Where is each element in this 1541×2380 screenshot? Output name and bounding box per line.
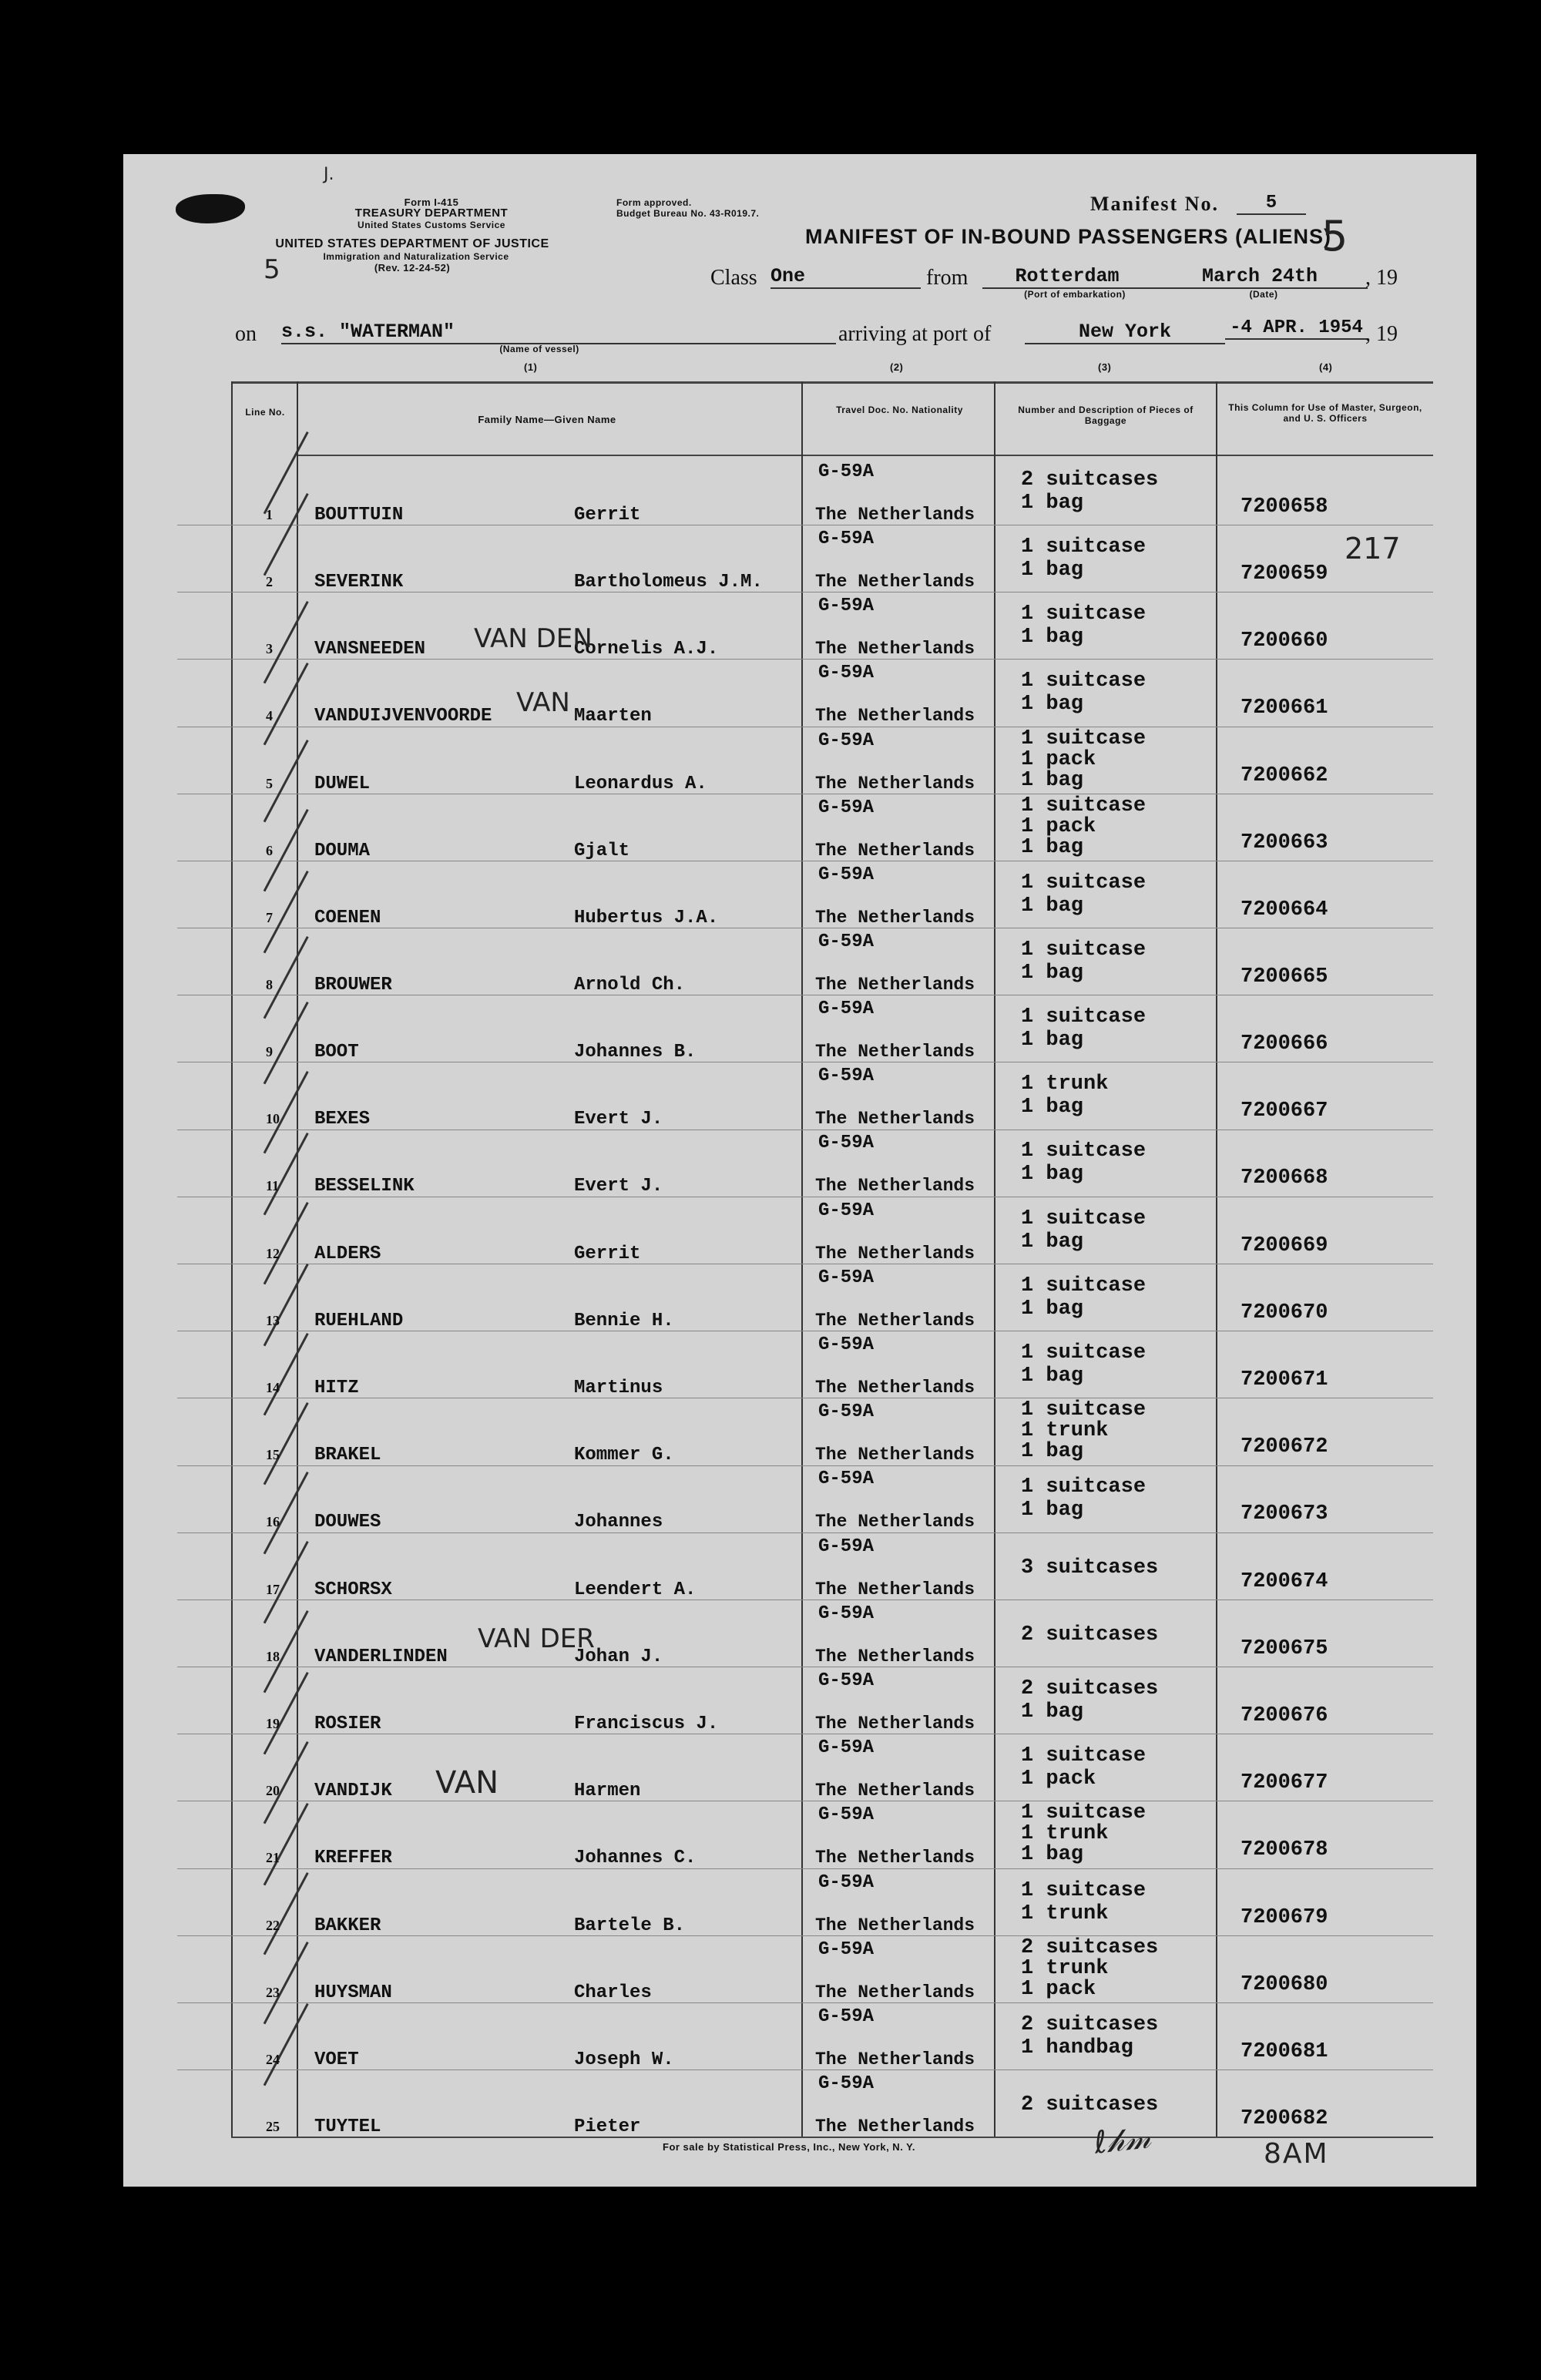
given-name: Maarten (574, 706, 652, 727)
given-name: Evert J. (574, 1109, 663, 1130)
given-name: Martinus (574, 1378, 663, 1398)
baggage-item: 1 suitcase (1021, 1879, 1147, 1902)
travel-doc-number: G-59A (818, 1670, 875, 1691)
baggage-item: 1 bag (1021, 1230, 1084, 1254)
line-number: 9 (266, 1044, 273, 1059)
travel-doc-number: G-59A (818, 1401, 875, 1422)
nationality: The Netherlands (815, 1042, 975, 1062)
given-name: Bennie H. (574, 1311, 674, 1331)
handwritten-correction: 217 (1345, 532, 1401, 566)
given-name: Evert J. (574, 1176, 663, 1197)
travel-doc-number: G-59A (818, 864, 875, 885)
year-suffix: , 19 (1365, 322, 1398, 346)
line-number: 15 (266, 1447, 280, 1462)
revision-date: (Rev. 12-24-52) (374, 262, 451, 274)
travel-doc-number: G-59A (818, 1603, 875, 1624)
given-name: Johannes B. (574, 1042, 697, 1062)
row-separator (177, 2069, 1433, 2070)
travel-doc-number: G-59A (818, 1536, 875, 1557)
baggage-item: 1 suitcase (1021, 1475, 1147, 1499)
baggage-item: 1 bag (1021, 1297, 1084, 1321)
officer-code: 7200675 (1241, 1637, 1328, 1660)
family-name: DUWEL (314, 774, 371, 794)
line-number: 5 (266, 776, 273, 791)
line-number: 1 (266, 507, 273, 522)
travel-doc-number: G-59A (818, 1804, 875, 1825)
line-number: 7 (266, 910, 273, 925)
nationality: The Netherlands (815, 1915, 975, 1935)
travel-doc-number: G-59A (818, 529, 875, 549)
given-name: Johan J. (574, 1647, 663, 1667)
baggage-item: 1 bag (1021, 1365, 1084, 1388)
justice-department: UNITED STATES DEPARTMENT OF JUSTICE (275, 237, 549, 250)
immigration-service: Immigration and Naturalization Service (323, 251, 509, 262)
baggage-item: 1 suitcase (1021, 1398, 1147, 1422)
family-name: BAKKER (314, 1915, 381, 1936)
customs-service: United States Customs Service (358, 220, 505, 230)
from-label: from (926, 266, 969, 290)
vessel-name: s.s. "WATERMAN" (281, 321, 836, 344)
family-name: SEVERINK (314, 572, 404, 592)
family-name: DOUWES (314, 1512, 381, 1532)
class-value: One (770, 265, 921, 289)
officer-code: 7200666 (1241, 1032, 1328, 1056)
given-name: Franciscus J. (574, 1714, 719, 1734)
line-number: 20 (266, 1783, 280, 1798)
line-number: 25 (266, 2119, 280, 2134)
family-name: VOET (314, 2049, 359, 2070)
officer-code: 7200676 (1241, 1704, 1328, 1727)
line-number: 16 (266, 1514, 280, 1529)
line-number: 14 (266, 1380, 280, 1395)
treasury-department: TREASURY DEPARTMENT (354, 206, 509, 220)
baggage-item: 1 suitcase (1021, 938, 1147, 962)
handwritten-correction: VAN DER (478, 1623, 595, 1654)
officer-code: 7200663 (1241, 831, 1328, 854)
line-number: 8 (266, 977, 273, 992)
baggage-item: 1 suitcase (1021, 535, 1147, 559)
officer-code: 7200678 (1241, 1838, 1328, 1861)
baggage-item: 1 suitcase (1021, 1207, 1147, 1230)
printer-credit: For sale by Statistical Press, Inc., New York, N. Y. (663, 2141, 916, 2153)
family-name: TUYTEL (314, 2116, 381, 2137)
travel-doc-number: G-59A (818, 1737, 875, 1758)
family-name-header: Family Name—Given Name (478, 414, 616, 425)
family-name: BOOT (314, 1042, 359, 1062)
given-name: Leendert A. (574, 1579, 697, 1600)
officer-code: 7200679 (1241, 1906, 1328, 1929)
title-mark: 5 (1321, 212, 1348, 260)
arrival-date-stamp: -4 APR. 1954 (1225, 317, 1368, 340)
baggage-item: 2 suitcases (1021, 1677, 1159, 1700)
manifest-title: MANIFEST OF IN-BOUND PASSENGERS (ALIENS) (805, 225, 1332, 248)
family-name: SCHORSX (314, 1579, 392, 1600)
family-name: KREFFER (314, 1848, 392, 1868)
nationality: The Netherlands (815, 908, 975, 928)
family-name: BEXES (314, 1109, 371, 1130)
baggage-item: 1 suitcase (1021, 727, 1147, 750)
given-name: Hubertus J.A. (574, 908, 719, 928)
baggage-item: 1 bag (1021, 836, 1084, 859)
line-number: 18 (266, 1649, 280, 1664)
table-top-border (231, 381, 1433, 384)
travel-doc-number: G-59A (818, 1872, 875, 1893)
nationality: The Netherlands (815, 1714, 975, 1734)
officer-code: 7200682 (1241, 2107, 1328, 2130)
baggage-item: 2 suitcases (1021, 1623, 1159, 1647)
baggage-item: 1 bag (1021, 559, 1084, 582)
baggage-item: 1 bag (1021, 1163, 1084, 1186)
given-name: Arnold Ch. (574, 975, 686, 995)
line-number: 19 (266, 1716, 280, 1731)
baggage-item: 1 suitcase (1021, 1341, 1147, 1365)
nationality: The Netherlands (815, 1982, 975, 2002)
line-number: 11 (266, 1178, 280, 1193)
baggage-item: 1 pack (1021, 815, 1096, 838)
baggage-item: 1 bag (1021, 962, 1084, 985)
given-name: Joseph W. (574, 2049, 674, 2070)
officer-code: 7200659 (1241, 562, 1328, 586)
family-name: BRAKEL (314, 1445, 381, 1465)
baggage-item: 1 trunk (1021, 1957, 1109, 1980)
baggage-item: 1 suitcase (1021, 1801, 1147, 1824)
on-label: on (235, 322, 257, 346)
baggage-item: 1 trunk (1021, 1419, 1109, 1442)
family-name: BROUWER (314, 975, 392, 995)
nationality: The Netherlands (815, 572, 975, 592)
nationality: The Netherlands (815, 975, 975, 995)
row-separator (177, 1532, 1433, 1533)
date-caption: (Date) (1249, 289, 1278, 300)
travel-doc-number: G-59A (818, 2006, 875, 2027)
column-divider (1216, 381, 1217, 2138)
class-label: Class (710, 266, 757, 290)
line-number: 24 (266, 2052, 280, 2067)
baggage-item: 1 bag (1021, 1499, 1084, 1522)
travel-doc-number: G-59A (818, 1267, 875, 1288)
year-suffix: , 19 (1365, 266, 1398, 290)
travel-doc-number: G-59A (818, 1066, 875, 1086)
line-number: 12 (266, 1246, 280, 1261)
nationality: The Netherlands (815, 1176, 975, 1196)
baggage-item: 1 bag (1021, 492, 1084, 515)
baggage-item: 1 pack (1021, 748, 1096, 771)
baggage-item: 2 suitcases (1021, 2093, 1159, 2116)
given-name: Gerrit (574, 505, 641, 525)
officer-code: 7200669 (1241, 1234, 1328, 1257)
given-name: Harmen (574, 1781, 641, 1801)
nationality: The Netherlands (815, 1311, 975, 1331)
given-name: Pieter (574, 2116, 641, 2137)
officer-code: 7200662 (1241, 764, 1328, 787)
officer-code: 7200677 (1241, 1771, 1328, 1794)
inspector-signature: ℓ𝒽𝓂 (1092, 2120, 1153, 2161)
line-number: 3 (266, 641, 273, 656)
line-number: 22 (266, 1918, 280, 1933)
officer-code: 7200674 (1241, 1570, 1328, 1593)
family-name: VANSNEEDEN (314, 639, 426, 660)
officer-code: 7200673 (1241, 1502, 1328, 1526)
nationality: The Netherlands (815, 1378, 975, 1398)
family-name: ROSIER (314, 1714, 381, 1734)
initial-mark: J. (324, 165, 334, 184)
family-name: BESSELINK (314, 1176, 415, 1197)
officer-code: 7200667 (1241, 1099, 1328, 1123)
given-name: Leonardus A. (574, 774, 707, 794)
family-name: HUYSMAN (314, 1982, 392, 2003)
handwritten-correction: VAN (435, 1765, 499, 1801)
column-number-4: (4) (1319, 361, 1333, 373)
line-number: 17 (266, 1582, 280, 1597)
travel-doc-number: G-59A (818, 730, 875, 751)
form-approved: Form approved. (616, 197, 692, 208)
manifest-number: 5 (1237, 193, 1306, 215)
nationality: The Netherlands (815, 639, 975, 659)
line-number: 23 (266, 1985, 280, 2000)
arrival-port: New York (1025, 321, 1225, 344)
travel-doc-number: G-59A (818, 1133, 875, 1153)
baggage-item: 1 bag (1021, 769, 1084, 792)
officer-code: 7200665 (1241, 965, 1328, 989)
family-name: BOUTTUIN (314, 505, 404, 525)
family-name: VANDIJK (314, 1781, 392, 1801)
baggage-item: 2 suitcases (1021, 468, 1159, 492)
baggage-item: 1 suitcase (1021, 603, 1147, 626)
travel-doc-number: G-59A (818, 596, 875, 616)
travel-doc-number: G-59A (818, 1200, 875, 1221)
column-divider (994, 381, 995, 2138)
officer-code: 7200671 (1241, 1368, 1328, 1391)
line-number: 2 (266, 574, 273, 589)
nationality: The Netherlands (815, 1445, 975, 1465)
column-number-1: (1) (524, 361, 538, 373)
given-name: Cornelis A.J. (574, 639, 719, 660)
manifest-label: Manifest No. (1090, 193, 1219, 215)
officer-code: 7200680 (1241, 1973, 1328, 1996)
travel-doc-number: G-59A (818, 932, 875, 952)
officer-code: 7200658 (1241, 495, 1328, 519)
nationality: The Netherlands (815, 1781, 975, 1801)
table-bottom-border (231, 2137, 1433, 2138)
line-number-header: Line No. (245, 407, 285, 418)
baggage-item: 1 suitcase (1021, 794, 1147, 817)
travel-doc-number: G-59A (818, 462, 875, 482)
family-name: DOUMA (314, 841, 371, 861)
handwritten-correction: VAN DEN (474, 623, 593, 654)
nationality: The Netherlands (815, 1109, 975, 1129)
line-number: 13 (266, 1313, 280, 1328)
family-name: HITZ (314, 1378, 359, 1398)
baggage-item: 1 bag (1021, 626, 1084, 649)
header-bottom-border (297, 455, 1433, 456)
family-name: VANDERLINDEN (314, 1647, 448, 1667)
handwritten-correction: VAN (516, 687, 570, 718)
travel-doc-header: Travel Doc. No. Nationality (836, 404, 963, 415)
budget-bureau: Budget Bureau No. 43-R019.7. (616, 208, 760, 219)
port-of-embarkation: Rotterdam (982, 265, 1152, 289)
port-caption: (Port of embarkation) (1024, 289, 1126, 300)
given-name: Gerrit (574, 1244, 641, 1264)
travel-doc-number: G-59A (818, 999, 875, 1019)
family-name: COENEN (314, 908, 381, 928)
nationality: The Netherlands (815, 2049, 975, 2069)
officer-code: 7200660 (1241, 629, 1328, 653)
baggage-item: 1 bag (1021, 1029, 1084, 1052)
given-name: Kommer G. (574, 1445, 674, 1465)
nationality: The Netherlands (815, 505, 975, 525)
column-number-2: (2) (890, 361, 904, 373)
baggage-item: 1 bag (1021, 1700, 1084, 1724)
given-name: Bartholomeus J.M. (574, 572, 763, 592)
baggage-item: 1 suitcase (1021, 1140, 1147, 1163)
nationality: The Netherlands (815, 841, 975, 861)
line-number: 6 (266, 843, 273, 858)
nationality: The Netherlands (815, 1848, 975, 1868)
travel-doc-number: G-59A (818, 1334, 875, 1355)
officer-code: 7200670 (1241, 1301, 1328, 1324)
row-separator (177, 1868, 1433, 1869)
baggage-item: 1 pack (1021, 1978, 1096, 2001)
line-number: 10 (266, 1111, 280, 1126)
arrival-time-note: 8AM (1264, 2138, 1329, 2170)
baggage-item: 3 suitcases (1021, 1556, 1159, 1579)
given-name: Charles (574, 1982, 652, 2003)
baggage-header: Number and Description of Pieces of Baggage (1018, 404, 1194, 426)
baggage-item: 1 bag (1021, 1440, 1084, 1463)
baggage-item: 1 trunk (1021, 1822, 1109, 1845)
officer-code: 7200664 (1241, 898, 1328, 921)
form-number: Form I-415 (404, 196, 459, 208)
baggage-item: 1 bag (1021, 1096, 1084, 1119)
baggage-item: 2 suitcases (1021, 1936, 1159, 1959)
baggage-item: 1 suitcase (1021, 670, 1147, 693)
column-divider (801, 381, 803, 2138)
baggage-item: 1 suitcase (1021, 1744, 1147, 1767)
family-name: RUEHLAND (314, 1311, 404, 1331)
column-divider (231, 381, 233, 2138)
given-name: Johannes (574, 1512, 663, 1532)
travel-doc-number: G-59A (818, 1469, 875, 1489)
nationality: The Netherlands (815, 706, 975, 726)
baggage-item: 1 pack (1021, 1767, 1096, 1791)
arriving-label: arriving at port of (838, 322, 992, 346)
vessel-caption: (Name of vessel) (499, 344, 579, 354)
baggage-item: 1 bag (1021, 1843, 1084, 1866)
side-mark: 5 (264, 254, 280, 285)
given-name: Bartele B. (574, 1915, 686, 1936)
family-name: VANDUIJVENVOORDE (314, 706, 492, 727)
baggage-item: 1 bag (1021, 895, 1084, 918)
travel-doc-number: G-59A (818, 663, 875, 683)
officer-code: 7200672 (1241, 1435, 1328, 1459)
officer-code: 7200681 (1241, 2040, 1328, 2063)
line-number: 21 (266, 1850, 280, 1865)
nationality: The Netherlands (815, 1579, 975, 1600)
officer-code: 7200668 (1241, 1167, 1328, 1190)
column-number-3: (3) (1098, 361, 1112, 373)
given-name: Johannes C. (574, 1848, 697, 1868)
given-name: Gjalt (574, 841, 630, 861)
family-name: ALDERS (314, 1244, 381, 1264)
baggage-item: 1 bag (1021, 693, 1084, 716)
travel-doc-number: G-59A (818, 2073, 875, 2094)
line-number: 4 (266, 708, 273, 723)
baggage-item: 1 suitcase (1021, 1274, 1147, 1297)
row-separator (177, 1465, 1433, 1466)
travel-doc-number: G-59A (818, 1939, 875, 1960)
baggage-item: 1 trunk (1021, 1073, 1109, 1096)
baggage-item: 1 handbag (1021, 2036, 1133, 2059)
nationality: The Netherlands (815, 2116, 975, 2137)
travel-doc-number: G-59A (818, 797, 875, 818)
embarkation-date: March 24th (1152, 265, 1368, 289)
baggage-item: 2 suitcases (1021, 2013, 1159, 2036)
nationality: The Netherlands (815, 774, 975, 794)
nationality: The Netherlands (815, 1244, 975, 1264)
officer-code: 7200661 (1241, 697, 1328, 720)
baggage-item: 1 suitcase (1021, 871, 1147, 895)
column-divider (297, 381, 298, 2138)
nationality: The Netherlands (815, 1647, 975, 1667)
officers-header: This Column for Use of Master, Surgeon, and U. S. Officers (1228, 402, 1422, 424)
baggage-item: 1 trunk (1021, 1902, 1109, 1925)
nationality: The Netherlands (815, 1512, 975, 1532)
baggage-item: 1 suitcase (1021, 1005, 1147, 1029)
